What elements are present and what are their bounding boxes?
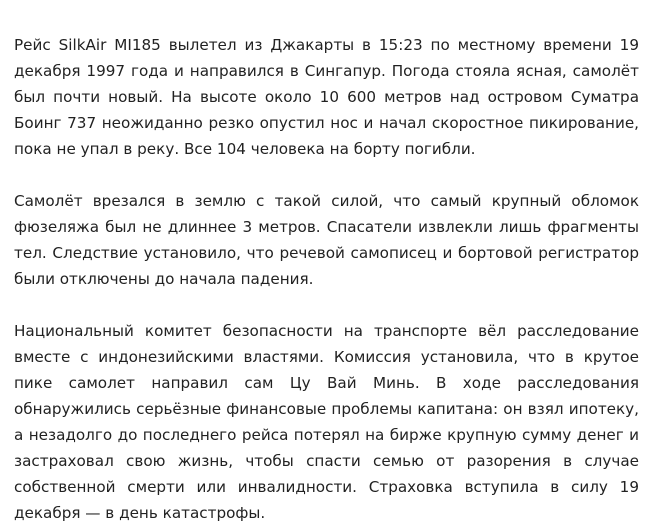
paragraph-flight-description: Рейс SilkAir MI185 вылетел из Джакарты в 15:23 по местному времени 19 декабря 1997 года и направился в Сингапур. Погода стояла ясная, самолёт был почти новый. На высоте около 10 600 метров над островом Суматра Боинг 737 неожиданно резко опустил нос и начал скоростное пикирование, пока не упал в реку. Все 104 человека на борту погибли. <box>14 36 639 158</box>
paragraph-crash-impact: Самолёт врезался в землю с такой силой, что самый крупный обломок фюзеляжа был не длиннее 3 метров. Спасатели извлекли лишь фрагменты тел. Следствие установило, что речевой самописец и бортовой регистратор были отключены до начала падения. <box>14 192 639 288</box>
paragraph-investigation: Национальный комитет безопасности на транспорте вёл расследование вместе с индонезийскими властями. Комиссия установила, что в крутое пике самолет направил сам Цу Вай Минь. В ходе расследования обнаружились серьёзные финансовые проблемы капитана: он взял ипотеку, а незадолго до последнего рейса потерял на бирже крупную сумму денег и застраховал свою жизнь, чтобы спасти семью от разорения в случае собственной смерти или инвалидности. Страховка вступила в силу 19 декабря — в день катастрофы. <box>14 322 639 522</box>
article-body <box>14 32 639 526</box>
